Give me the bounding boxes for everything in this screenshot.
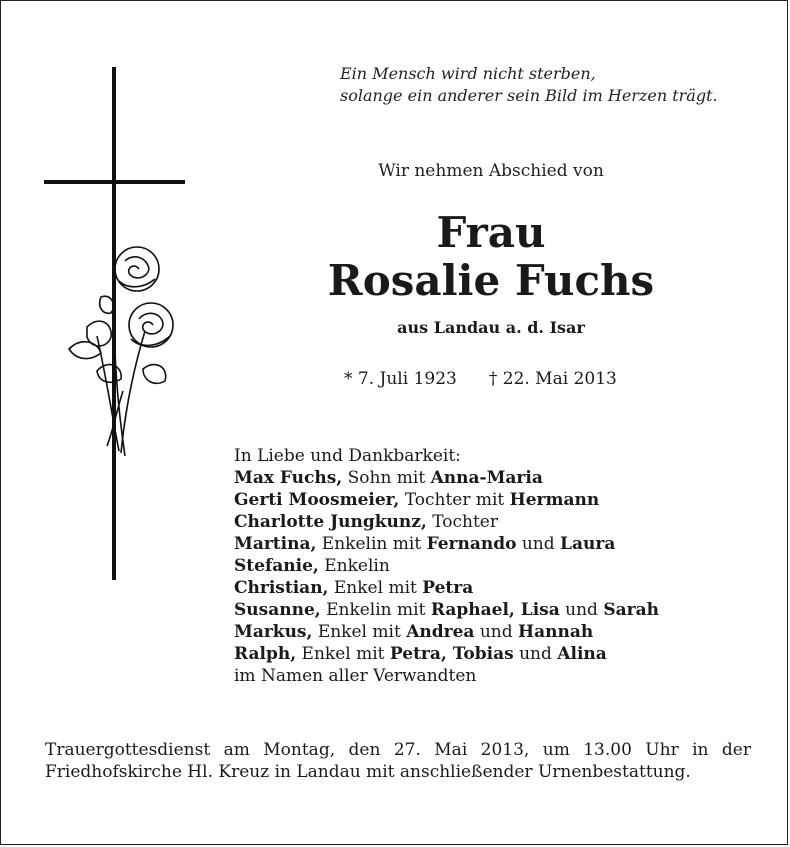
mourner-lines [234, 467, 659, 665]
mourner-name: Raphael, Lisa [430, 600, 560, 620]
mourner-relation: Enkel mit [328, 578, 423, 598]
mourner-line [234, 467, 659, 489]
birth-date: * 7. Juli 1923 [344, 369, 457, 389]
service-line: Trauergottesdienst am Montag, den 27. Mai 2013, um 13.00 Uhr in der [45, 740, 751, 760]
quote-line: Ein Mensch wird nicht sterben, [340, 64, 596, 83]
life-dates [344, 369, 617, 389]
deceased-origin: aus Landau a. d. Isar [397, 318, 585, 337]
mourner-name: Fernando [426, 534, 517, 554]
service-announcement [45, 739, 751, 783]
mourner-name: Markus, [234, 622, 313, 642]
mourner-relation: Enkel mit [312, 622, 407, 642]
mourner-name: Sarah [603, 600, 659, 620]
mourners-closing: im Namen aller Verwandten [234, 666, 477, 686]
mourner-line [234, 599, 659, 621]
mourner-name: Petra [422, 578, 474, 598]
mourner-line [234, 643, 659, 665]
quote-line: solange ein anderer sein Bild im Herzen trägt. [340, 86, 718, 105]
mourner-name: Max Fuchs, [234, 468, 343, 488]
mourner-relation: Tochter mit [399, 490, 510, 510]
intro-text: Wir nehmen Abschied von [378, 161, 604, 181]
mourner-relation: Tochter [426, 512, 498, 532]
mourner-name: Hannah [518, 622, 594, 642]
mourner-relation: und [559, 600, 604, 620]
mourner-name: Hermann [509, 490, 600, 510]
mourner-relation: Sohn mit [342, 468, 431, 488]
mourners-list [234, 445, 659, 687]
mourner-relation: Enkelin [318, 556, 390, 576]
mourner-name: Andrea [406, 622, 475, 642]
mourner-relation: Enkelin mit [320, 600, 431, 620]
deceased-name-block [1, 209, 790, 305]
mourner-name: Susanne, [234, 600, 321, 620]
deceased-title: Frau [436, 208, 546, 257]
mourner-line [234, 577, 659, 599]
mourner-name: Gerti Moosmeier, [234, 490, 400, 510]
mourner-name: Christian, [234, 578, 329, 598]
death-date: † 22. Mai 2013 [488, 369, 617, 389]
mourner-line [234, 511, 659, 533]
mourner-line [234, 533, 659, 555]
mourner-line [234, 489, 659, 511]
mourner-name: Petra, Tobias [389, 644, 514, 664]
mourner-relation: Enkel mit [296, 644, 390, 664]
mourner-name: Alina [557, 644, 607, 664]
mourner-name: Laura [560, 534, 616, 554]
mourner-line [234, 555, 659, 577]
mourner-name: Stefanie, [234, 556, 319, 576]
service-line: Friedhofskirche Hl. Kreuz in Landau mit anschließender Urnenbestattung. [45, 762, 691, 782]
mourner-name: Ralph, [234, 644, 297, 664]
mourner-relation: Enkelin mit [316, 534, 427, 554]
mourners-heading: In Liebe und Dankbarkeit: [234, 446, 461, 466]
epigraph-quote [340, 63, 718, 107]
mourner-name: Martina, [234, 534, 317, 554]
mourner-line [234, 621, 659, 643]
deceased-name: Rosalie Fuchs [327, 256, 655, 305]
mourner-relation: und [474, 622, 519, 642]
mourner-name: Anna-Maria [430, 468, 543, 488]
mourner-relation: und [513, 644, 558, 664]
mourner-relation: und [516, 534, 561, 554]
mourner-name: Charlotte Jungkunz, [234, 512, 427, 532]
